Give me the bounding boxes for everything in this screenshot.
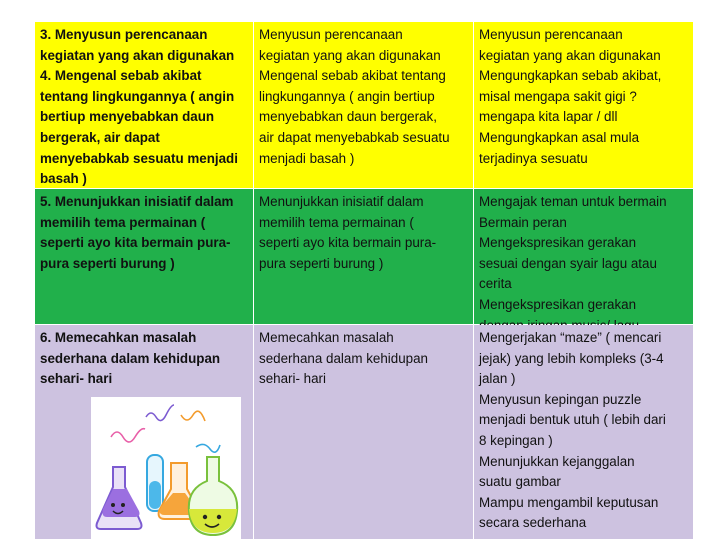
text-line: 6. Memecahkan masalah <box>40 330 197 345</box>
row2-col1-cell <box>35 189 254 325</box>
text-line: kegiatan yang akan digunakan <box>40 47 235 63</box>
text-line: sehari- hari <box>40 371 113 387</box>
text-line: Mengajak teman untuk bermain <box>479 194 667 209</box>
text-line: suatu gambar <box>479 474 561 490</box>
text-line: Mengekspresikan gerakan <box>479 235 637 251</box>
text-line: seperti ayo kita bermain pura- <box>40 235 231 251</box>
text-line: air dapat menyebabkab sesuatu <box>259 129 450 145</box>
row3-col3-cell <box>474 325 694 540</box>
text-line: sederhana dalam kehidupan <box>40 350 221 366</box>
text-line: 5. Menunjukkan inisiatif dalam <box>40 194 234 209</box>
text-line: Memecahkan masalah <box>259 330 394 345</box>
text-line: Mengerjakan “maze” ( mencari <box>479 330 662 345</box>
text-line: Mengungkapkan asal mula <box>479 129 640 145</box>
text-line: sederhana dalam kehidupan <box>259 350 428 366</box>
text-line: sesuai dengan syair lagu atau <box>479 255 657 271</box>
row1-col2-cell <box>254 22 474 189</box>
text-line: menyebabkab sesuatu menjadi <box>40 150 238 166</box>
text-line: Mengungkapkan sebab akibat, <box>479 68 662 84</box>
text-line: secara sederhana <box>479 515 587 531</box>
row1-col1-cell <box>35 22 254 189</box>
text-line: terjadinya sesuatu <box>479 150 588 166</box>
text-line: 8 kepingan ) <box>479 432 553 448</box>
text-line: pura seperti burung ) <box>40 255 175 271</box>
text-line: misal mengapa sakit gigi ? <box>479 88 637 104</box>
text-line: kegiatan yang akan digunakan <box>259 47 441 63</box>
text-line: tentang lingkungannya ( angin <box>40 88 235 104</box>
text-line: Menyusun perencanaan <box>259 27 403 42</box>
text-line: 3. Menyusun perencanaan <box>40 27 208 42</box>
text-line: pura seperti burung ) <box>259 255 384 271</box>
text-line: Menunjukkan inisiatif dalam <box>259 194 424 209</box>
text-line: basah ) <box>40 171 87 187</box>
text-line: jejak) yang lebih kompleks (3-4 <box>479 350 664 366</box>
text-line: jalan ) <box>479 371 516 387</box>
text-line: Menunjukkan kejanggalan <box>479 453 635 469</box>
text-line: Mampu mengambil keputusan <box>479 494 659 510</box>
text-line: Menyusun perencanaan <box>479 27 623 42</box>
text-line: menjadi bentuk utuh ( lebih dari <box>479 412 666 428</box>
laboratory-flasks-icon <box>91 397 241 540</box>
text-line: Mengekspresikan gerakan <box>479 296 637 312</box>
text-line: mengapa kita lapar / dll <box>479 109 618 125</box>
row3-col1-cell <box>35 325 254 540</box>
text-line: 4. Mengenal sebab akibat <box>40 68 202 84</box>
text-line: bertiup menyebabkan daun <box>40 109 215 125</box>
text-line: memilih tema permainan ( <box>259 214 414 230</box>
activity-table <box>35 22 694 540</box>
row1-col3-cell <box>474 22 694 189</box>
text-line: bergerak, air dapat <box>40 129 160 145</box>
text-line: Bermain peran <box>479 214 567 230</box>
text-line: seperti ayo kita bermain pura- <box>259 235 437 251</box>
text-line: cerita <box>479 276 512 292</box>
text-line: sehari- hari <box>259 371 326 387</box>
text-line: Mengenal sebab akibat tentang <box>259 68 446 84</box>
text-line: lingkungannya ( angin bertiup <box>259 88 435 104</box>
text-line: kegiatan yang akan digunakan <box>479 47 661 63</box>
row3-col2-cell <box>254 325 474 540</box>
text-line: menjadi basah ) <box>259 150 355 166</box>
row2-col2-cell <box>254 189 474 325</box>
text-line: menyebabkan daun bergerak, <box>259 109 437 125</box>
row2-col3-cell <box>474 189 694 325</box>
text-line: Menyusun kepingan puzzle <box>479 391 642 407</box>
text-line: memilih tema permainan ( <box>40 214 206 230</box>
